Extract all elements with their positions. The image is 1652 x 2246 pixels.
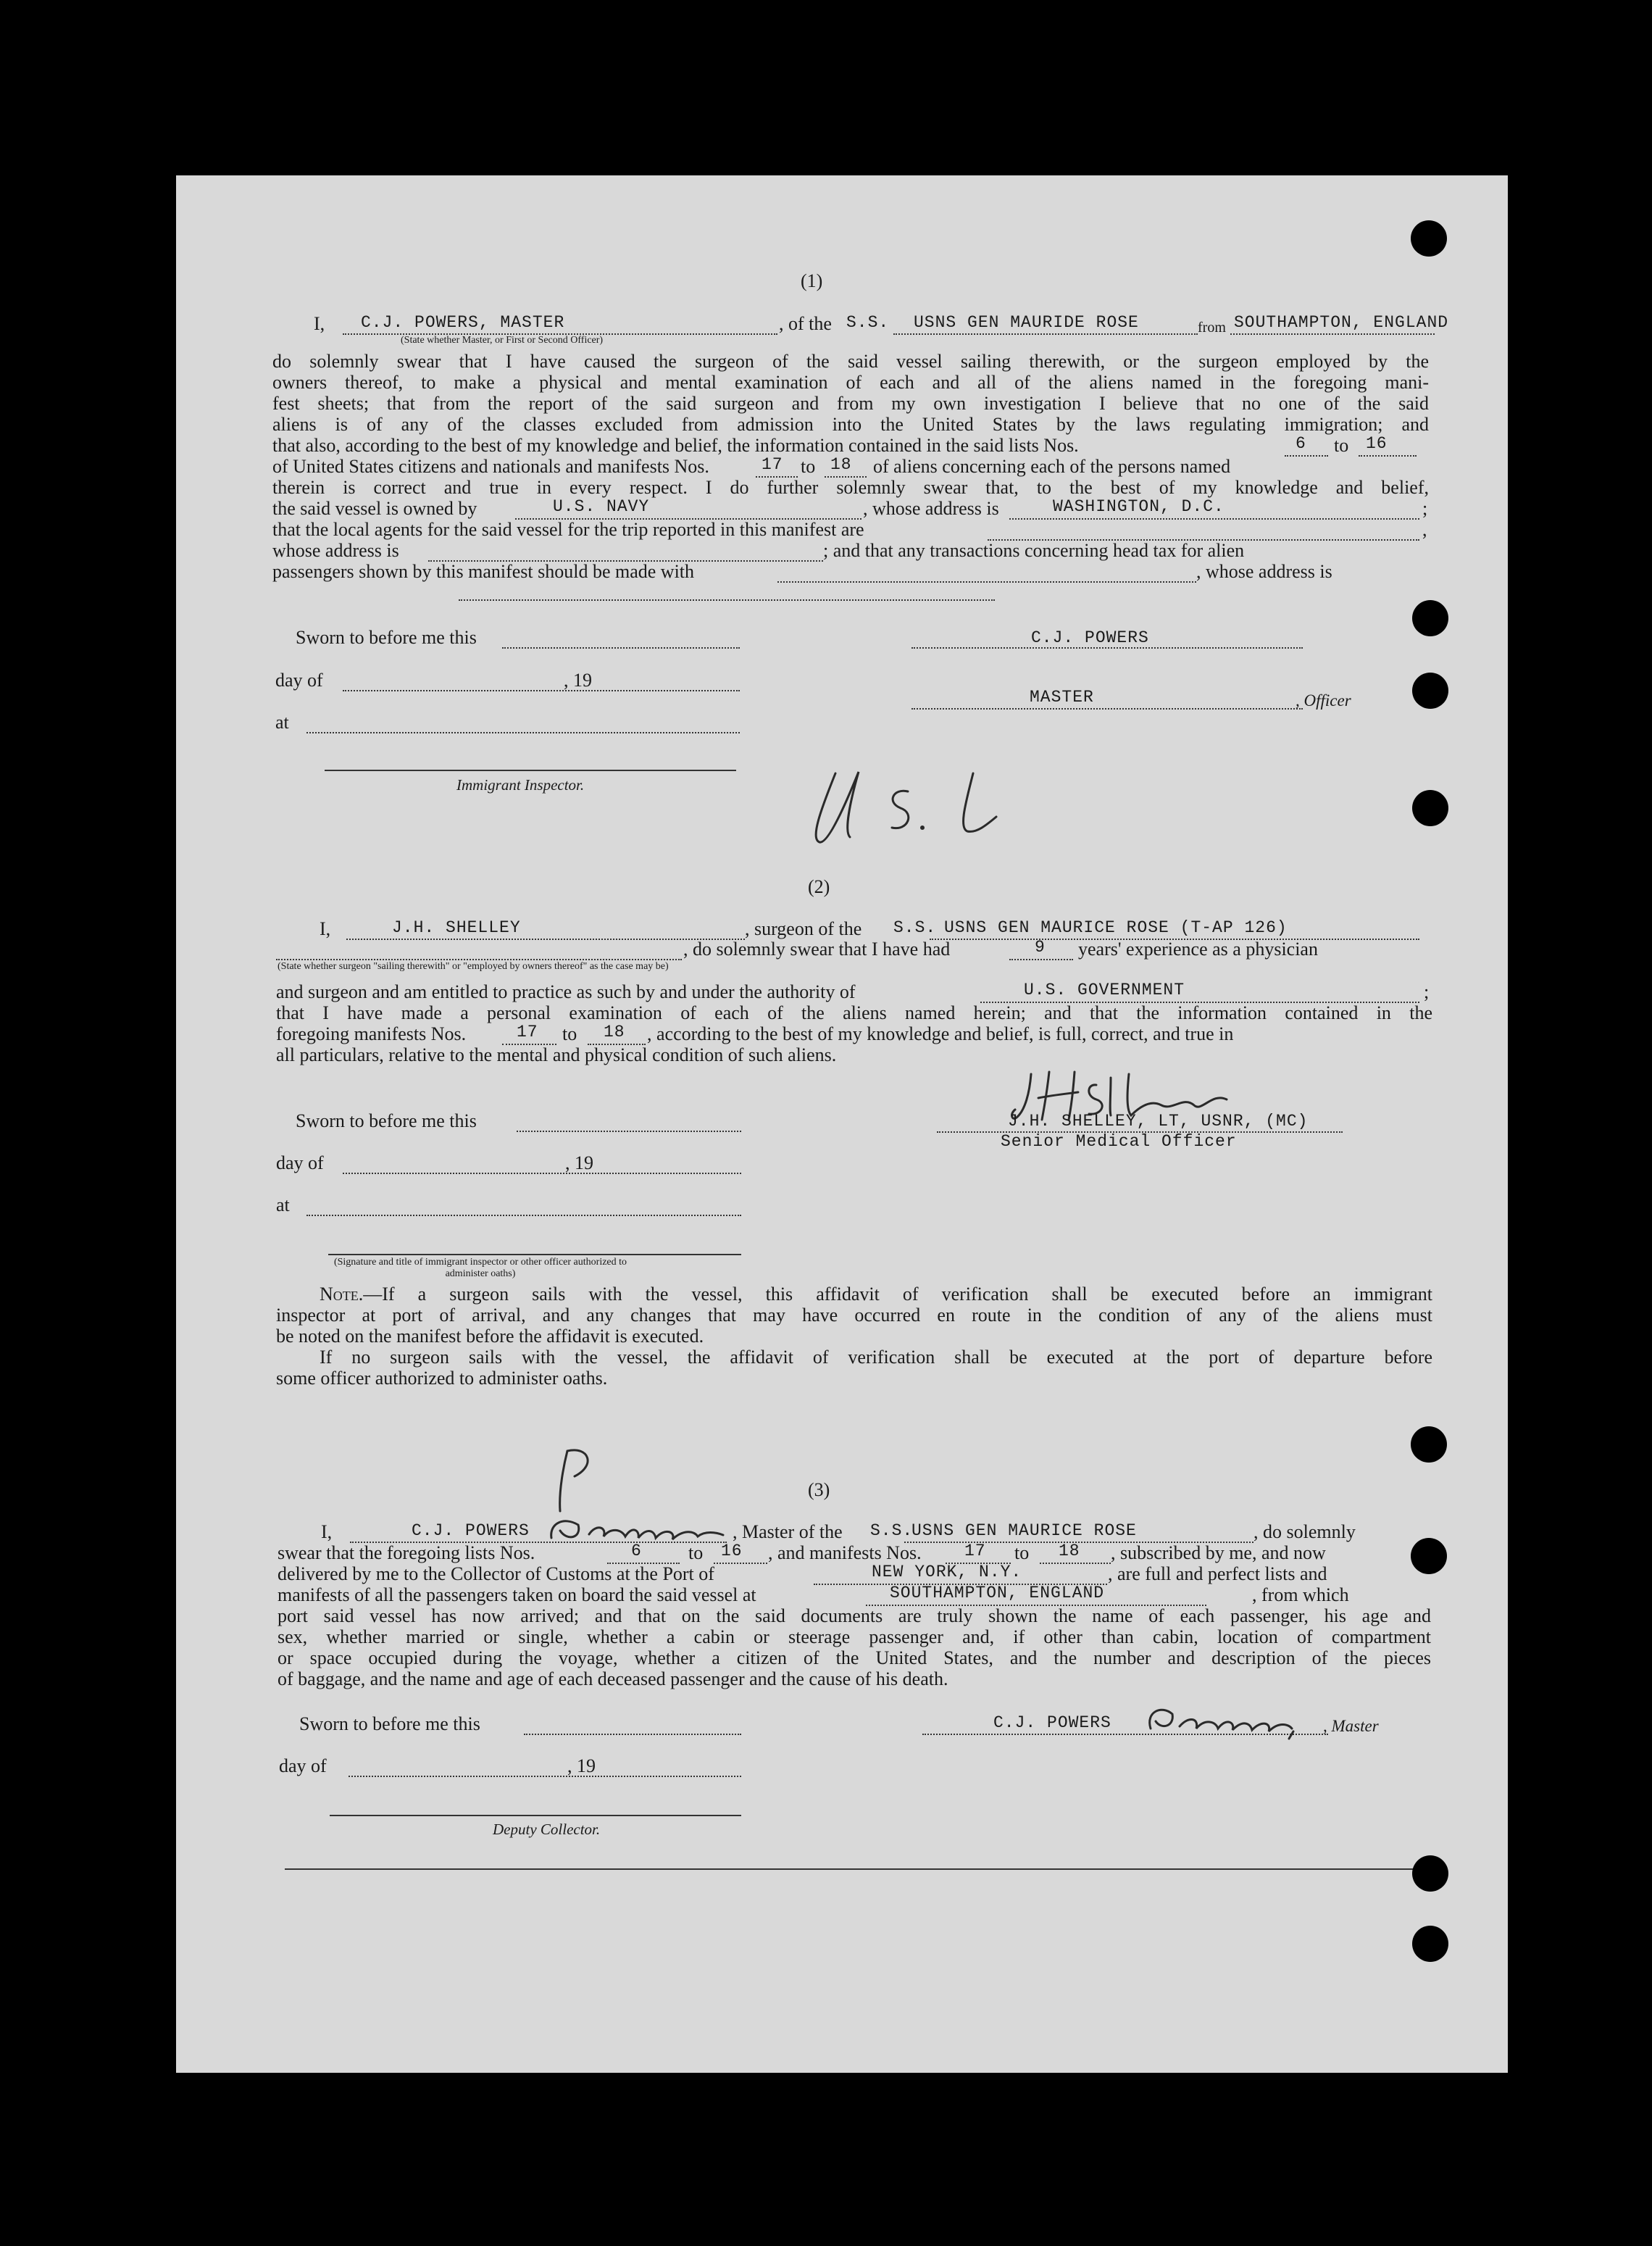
from-label: from: [1198, 320, 1226, 336]
manifests-text: , and manifests Nos.: [768, 1542, 922, 1563]
oath-line: owners thereof, to make a physical and mental examination of each and all of the aliens named in the foregoing mani-: [272, 372, 1429, 393]
footer-rule: [285, 1868, 1433, 1870]
vessel-name-value: USNS GEN MAURICE ROSE: [911, 1521, 1137, 1540]
passengers-text: passengers shown by this manifest should be made with: [272, 561, 695, 582]
signer-title-value: MASTER: [1030, 688, 1094, 707]
lists-to-value: 16: [1366, 434, 1388, 453]
experience-text: years' experience as a physician: [1078, 939, 1318, 960]
vessel-name-value: USNS GEN MAURICE ROSE (T-AP 126): [944, 918, 1288, 937]
comma: ,: [1422, 519, 1427, 540]
according-text: , according to the best of my knowledge and belief, is full, correct, and true in: [647, 1023, 1234, 1044]
section-number: (2): [808, 876, 830, 897]
at-line: [306, 1215, 741, 1216]
port-value: NEW YORK, N.Y.: [872, 1563, 1022, 1581]
year-label: , 19: [565, 1152, 593, 1173]
swear-text: swear that the foregoing lists Nos.: [278, 1542, 535, 1563]
head-tax-address-line: [459, 599, 995, 601]
master-name-value: C.J. POWERS, MASTER: [361, 313, 565, 332]
master-label: , Master: [1323, 1717, 1379, 1735]
oath-line: fest sheets; that from the report of the said surgeon and from my own investigation I believe that no one of the said: [272, 393, 1429, 414]
day-line: [343, 1173, 741, 1174]
to-word: to: [688, 1542, 704, 1563]
note-paragraph: [276, 1284, 1432, 1389]
lists-from-value: 6: [631, 1542, 642, 1560]
years-value: 9: [1035, 938, 1046, 957]
oath-line: that I have made a personal examination of each of the aliens named herein; and that the information contained in the: [276, 1002, 1432, 1023]
oath-line: sex, whether married or single, whether a cabin or steerage passenger and, if other than cabin, location of compartment: [278, 1626, 1431, 1647]
powers-initial-mark: [546, 1447, 633, 1516]
sworn-line: [524, 1734, 741, 1735]
manifests-line-text: manifests of all the passengers taken on board the said vessel at: [278, 1584, 756, 1605]
master-of-the: , Master of the: [733, 1521, 843, 1542]
lists-from-value: 6: [1296, 434, 1306, 453]
customs-body: [278, 1605, 1431, 1689]
lists-to-line: [1359, 455, 1417, 457]
owned-by-text: the said vessel is owned by: [272, 498, 477, 519]
whose-address-text: , whose address is: [863, 498, 999, 519]
at-label: at: [275, 712, 289, 733]
owner-address-value: WASHINGTON, D.C.: [1053, 497, 1225, 516]
lists-from-line: [1285, 455, 1328, 457]
year-label: , 19: [564, 670, 592, 691]
signature-note: (Signature and title of immigrant inspector or other officer authorized to administer oaths): [333, 1257, 627, 1279]
oath-therein: [272, 477, 1429, 498]
lists-to-value: 16: [721, 1542, 743, 1560]
section-number: (1): [801, 270, 823, 291]
to-word: to: [801, 456, 816, 477]
authority-text: and surgeon and am entitled to practice as such by and under the authority of: [276, 981, 856, 1002]
manifest-from-value: 17: [762, 455, 783, 474]
oath-line: or space occupied during the voyage, whether a citizen of the United States, and the number and description of the pieces: [278, 1647, 1431, 1668]
do-solemnly: , do solemnly: [1253, 1521, 1356, 1542]
exam-paragraph: [276, 1002, 1432, 1023]
manifest-to-value: 18: [1059, 1542, 1080, 1560]
punch-hole: [1411, 1426, 1447, 1463]
sworn-line: [517, 1131, 741, 1132]
oath-line: therein is correct and true in every respect. I do further solemnly swear that, to the best of my knowledge and belief,: [272, 477, 1429, 498]
authority-value: U.S. GOVERNMENT: [1024, 981, 1185, 999]
from-port-value: SOUTHAMPTON, ENGLAND: [1234, 313, 1449, 332]
swear-text: , do solemnly swear that I have had: [683, 939, 951, 960]
to-word: to: [1014, 1542, 1030, 1563]
punch-hole: [1412, 790, 1448, 826]
oath-line: aliens is of any of the classes excluded from admission into the United States by the laws regulating immigration; and: [272, 414, 1429, 435]
sworn-label: Sworn to before me this: [299, 1713, 480, 1734]
day-of-label: day of: [276, 1152, 324, 1173]
surgeon-name-value: J.H. SHELLEY: [392, 918, 521, 937]
surgeon-status-line: [276, 959, 682, 960]
day-line: [343, 690, 740, 691]
whose-address-is-end: , whose address is: [1196, 561, 1332, 582]
vessel-prefix: S.S.: [846, 313, 890, 332]
i-label: I,: [320, 918, 331, 939]
to-word: to: [1334, 435, 1349, 456]
collector-signature-line: [330, 1815, 741, 1816]
transactions-text: ; and that any transactions concerning head tax for alien: [823, 540, 1245, 561]
full-text: , are full and perfect lists and: [1108, 1563, 1327, 1584]
of-the-label: , of the: [779, 313, 832, 334]
surgeon-of-the: , surgeon of the: [745, 918, 862, 939]
delivered-text: delivered by me to the Collector of Customs at the Port of: [278, 1563, 714, 1584]
day-of-label: day of: [279, 1755, 327, 1776]
years-line: [1009, 959, 1073, 960]
sworn-label: Sworn to before me this: [296, 1110, 477, 1131]
note-text: —If a surgeon sails with the vessel, this affidavit of verification shall be executed before an immigrant: [363, 1284, 1432, 1305]
from-port-value: SOUTHAMPTON, ENGLAND: [890, 1584, 1105, 1602]
manifest-from-value: 17: [517, 1023, 538, 1041]
section-number: (3): [808, 1479, 830, 1500]
signer-name-value: C.J. POWERS: [1031, 628, 1149, 647]
whose-address-is: whose address is: [272, 540, 399, 561]
sworn-label: Sworn to before me this: [296, 627, 477, 648]
lists-to-line: [714, 1563, 767, 1564]
signer-name-value: C.J. POWERS: [993, 1713, 1111, 1732]
i-label: I,: [314, 313, 325, 334]
note-line-1: [276, 1284, 1432, 1305]
semicolon: ;: [1424, 981, 1430, 1002]
from-port-line: [1230, 333, 1435, 335]
owner-address-line: [1009, 518, 1419, 520]
powers-master-signature: [1140, 1701, 1328, 1741]
note-line: If no surgeon sails with the vessel, the affidavit of verification shall be executed at the port of departure before: [320, 1347, 1432, 1368]
at-line: [306, 732, 740, 733]
manifest-from-value: 17: [964, 1542, 986, 1560]
inspector-signature-line: [325, 770, 736, 771]
vessel-prefix: S.S.: [870, 1521, 914, 1540]
owner-value: U.S. NAVY: [553, 497, 650, 516]
punch-hole: [1412, 1926, 1448, 1962]
note-label: Note.: [320, 1284, 364, 1305]
manifest-page: [176, 175, 1508, 2073]
punch-hole: [1411, 220, 1447, 257]
agents-text: that the local agents for the said vessel for the trip reported in this manifest are: [272, 519, 864, 540]
signer-title-value: Senior Medical Officer: [1001, 1132, 1237, 1151]
i-label: I,: [321, 1521, 333, 1542]
note-line: be noted on the manifest before the affidavit is executed.: [276, 1326, 704, 1347]
oath-body: [272, 351, 1429, 435]
manifest-to-line: [1040, 1563, 1111, 1564]
sworn-line: [502, 647, 740, 649]
head-tax-line: [777, 581, 1196, 583]
signer-title-line: [911, 708, 1303, 710]
subscribed-text: , subscribed by me, and now: [1111, 1542, 1326, 1563]
note-line: some officer authorized to administer oaths.: [276, 1368, 608, 1389]
vessel-name-value: USNS GEN MAURIDE ROSE: [914, 313, 1139, 332]
officer-signature-line: [328, 1254, 741, 1255]
particulars-text: all particulars, relative to the mental and physical condition of such aliens.: [276, 1044, 837, 1065]
day-line: [349, 1776, 741, 1777]
from-which: , from which: [1252, 1584, 1349, 1605]
vessel-prefix: S.S.: [893, 918, 937, 937]
citizens-text: of United States citizens and nationals and manifests Nos.: [272, 456, 709, 477]
state-note: (State whether Master, or First or Second Officer): [401, 335, 604, 346]
foregoing-text: foregoing manifests Nos.: [276, 1023, 467, 1044]
to-word: to: [562, 1023, 577, 1044]
oath-line: do solemnly swear that I have caused the surgeon of the said vessel sailing therewith, or the surgeon employed by the: [272, 351, 1429, 372]
vessel-line: [893, 333, 1198, 335]
day-of-label: day of: [275, 670, 323, 691]
officer-label: , Officer: [1296, 691, 1351, 710]
master-name-value: C.J. POWERS: [412, 1521, 530, 1540]
deputy-collector-label: Deputy Collector.: [493, 1821, 601, 1838]
manifest-to-value: 18: [830, 455, 852, 474]
note-line: inspector at port of arrival, and any changes that may have occurred en route in the condition of any of the aliens must: [276, 1305, 1432, 1326]
punch-hole: [1411, 1538, 1447, 1574]
oath-line: of baggage, and the name and age of each deceased passenger and the cause of his death.: [278, 1668, 948, 1689]
aliens-text: of aliens concerning each of the persons named: [873, 456, 1231, 477]
at-label: at: [276, 1194, 290, 1215]
usi-stamp-signature: [806, 759, 1038, 849]
semicolon: ;: [1422, 498, 1428, 519]
manifest-to-value: 18: [604, 1023, 625, 1041]
state-note: (State whether surgeon "sailing therewith" or "employed by owners thereof" as the case may be): [278, 961, 669, 972]
year-label: , 19: [567, 1755, 596, 1776]
signer-name-value: J.H. SHELLEY, LT, USNR, (MC): [1008, 1112, 1309, 1131]
punch-hole: [1412, 600, 1448, 636]
oath-line: port said vessel has now arrived; and that on the said documents are truly shown the name of each passenger, his age and: [278, 1605, 1431, 1626]
punch-hole: [1412, 1855, 1448, 1892]
immigrant-inspector-label: Immigrant Inspector.: [456, 776, 585, 794]
punch-hole: [1412, 673, 1448, 709]
oath-line: that also, according to the best of my knowledge and belief, the information contained in the said lists Nos.: [272, 435, 1079, 456]
